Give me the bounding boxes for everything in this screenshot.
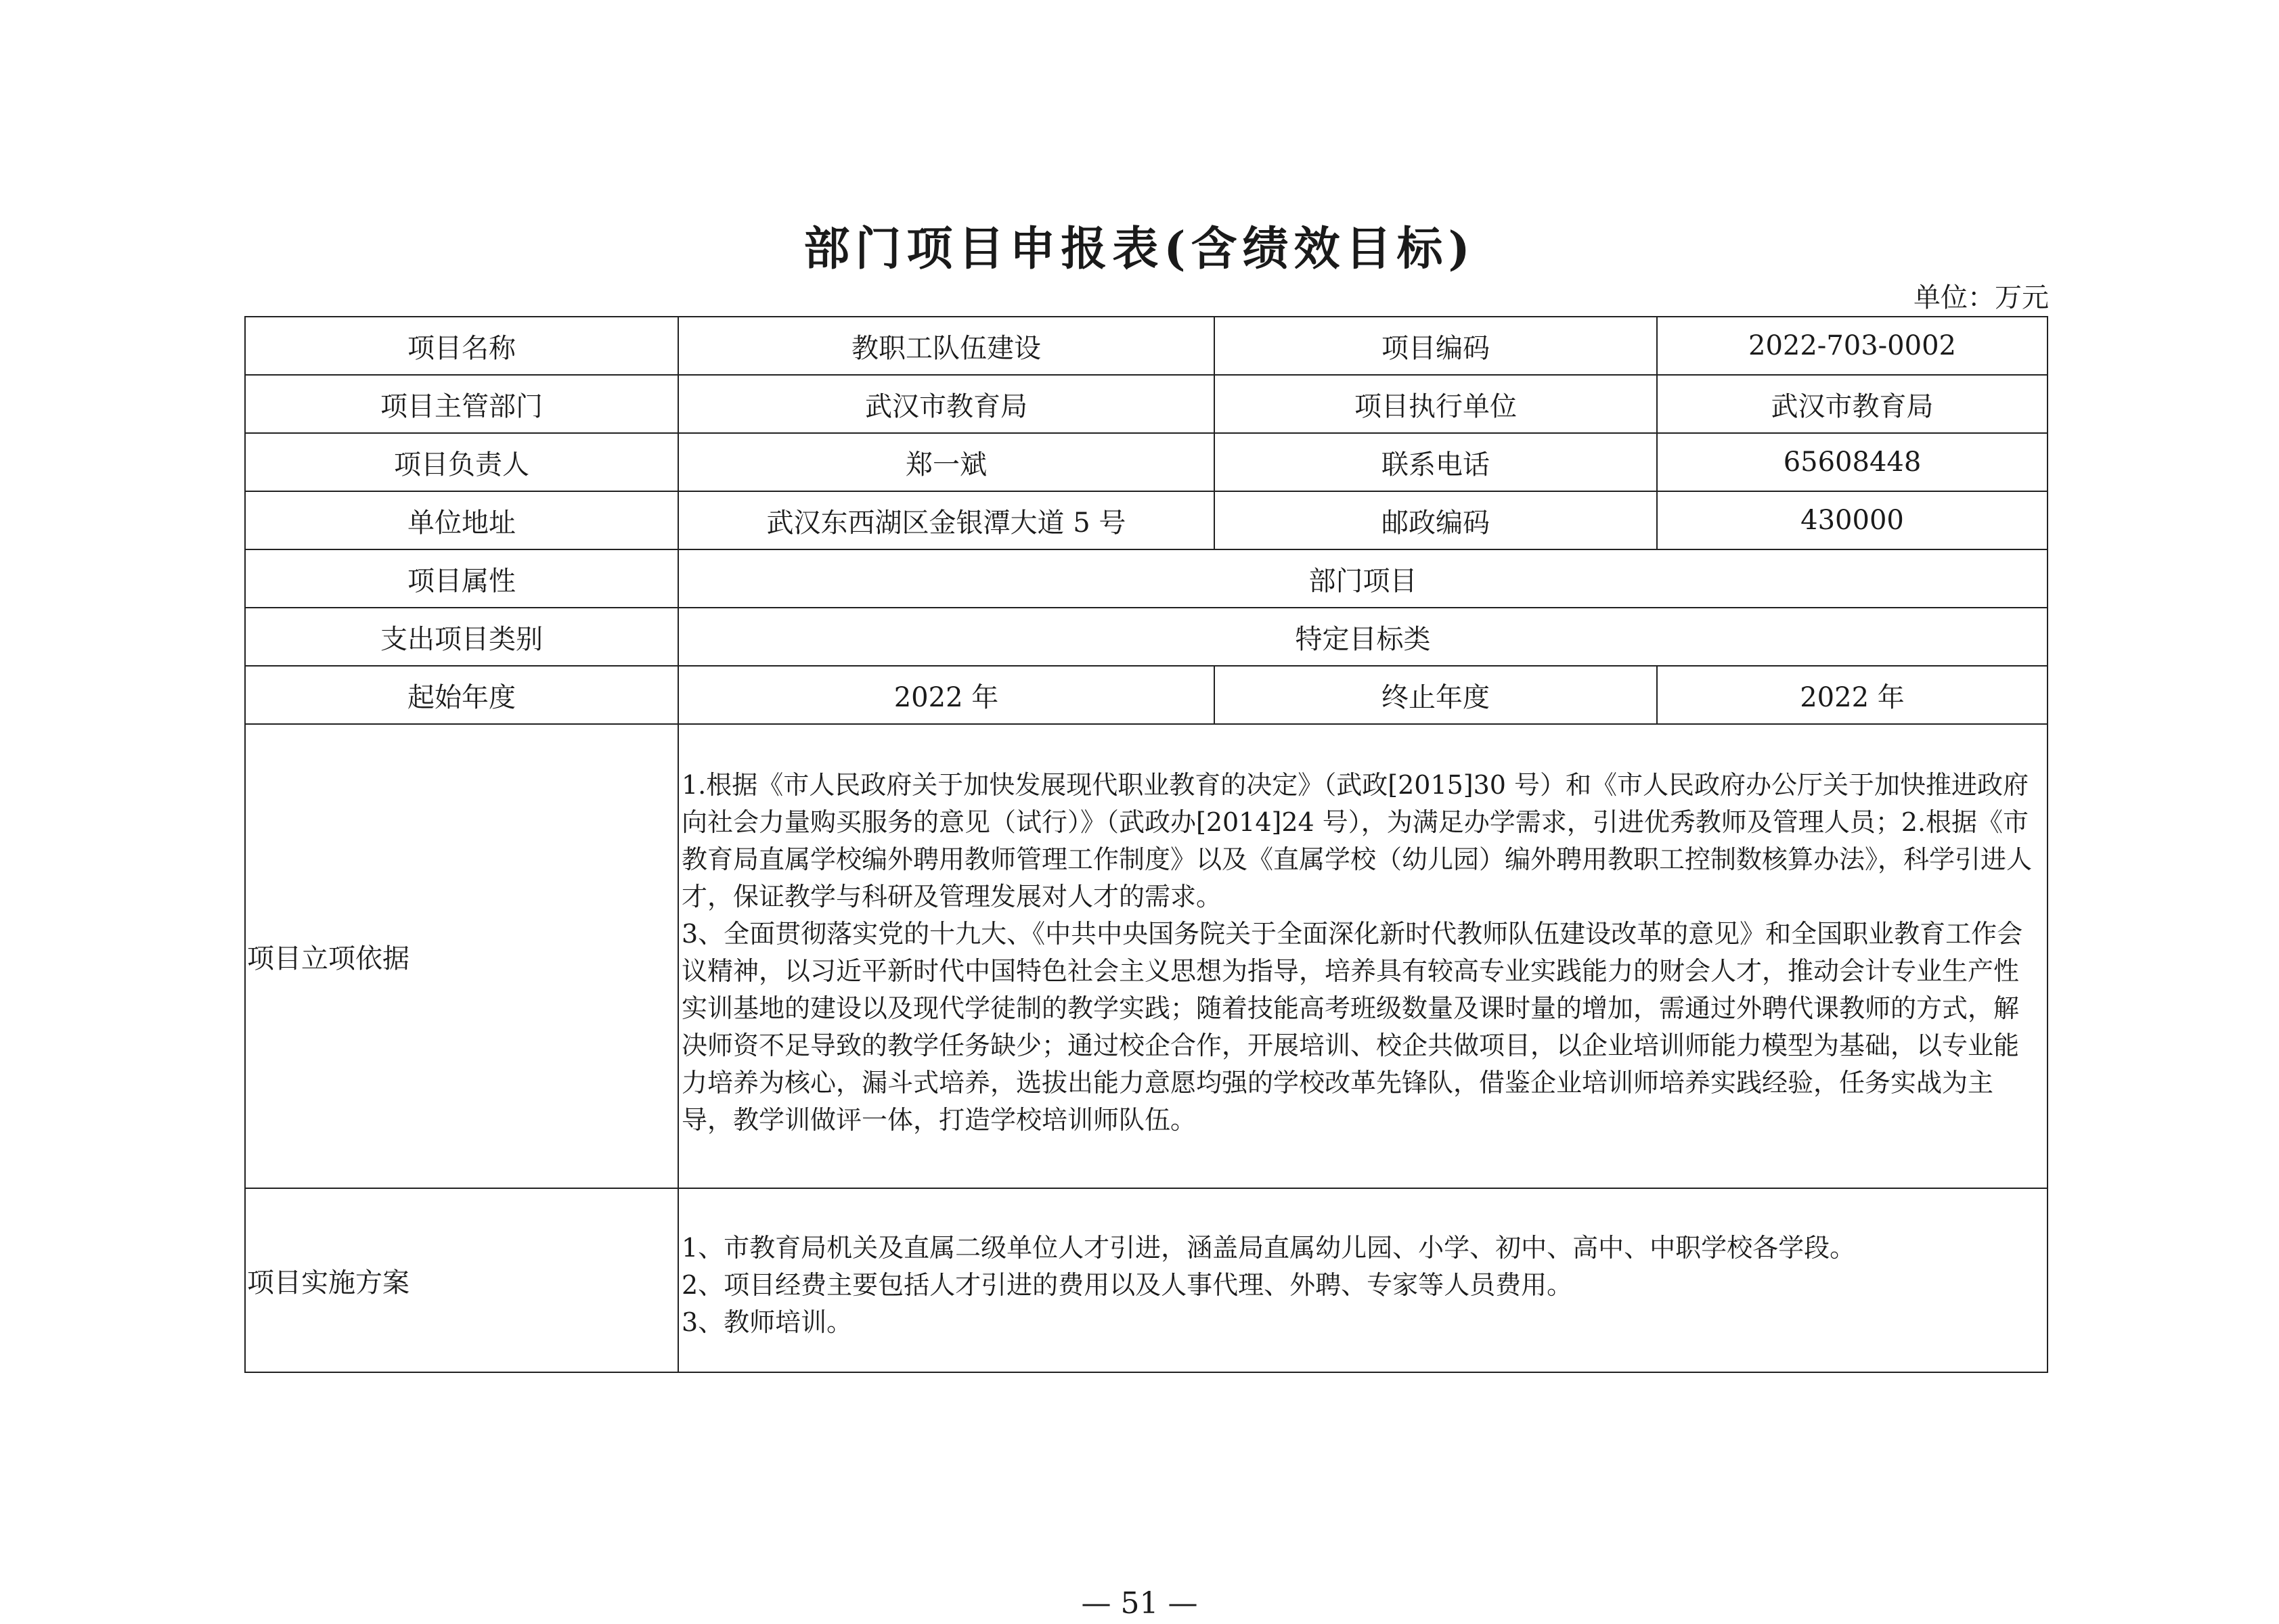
- page-title: 部门项目申报表(含绩效目标): [803, 222, 1476, 276]
- value-address: 武汉东西湖区金银潭大道 5 号: [678, 491, 1214, 549]
- label-postal-code: 邮政编码: [1214, 491, 1657, 549]
- basis-paragraph-2: 3、全面贯彻落实党的十九大、《中共中央国务院关于全面深化新时代教师队伍建设改革的意见》和全国职业教育工作会议精神，以习近平新时代中国特色社会主义思想为指导，培养具有较高专业实践能力的财会人才，推动会计专业生产性实训基地的建设以及现代学徒制的教学实践；随着技能高考班级数量及课时量的增加，需通过外聘代课教师的方式，解决师资不足导致的教学任务缺少；通过校企合作，开展培训、校企共做项目，以企业培训师能力模型为基础，以专业能力培养为核心，漏斗式培养，选拔出能力意愿均强的学校改革先锋队，借鉴企业培训师培养实践经验，任务实战为主导，教学训做评一体，打造学校培训师队伍。: [682, 919, 2023, 1135]
- value-project-basis: [678, 724, 2048, 1188]
- label-project-name: 项目名称: [245, 317, 678, 375]
- value-project-leader: 郑一斌: [678, 433, 1214, 491]
- unit-note: 单位：万元: [1913, 282, 2049, 313]
- label-project-attribute: 项目属性: [245, 549, 678, 608]
- value-postal-code: 430000: [1657, 491, 2048, 549]
- value-start-year: 2022 年: [678, 666, 1214, 724]
- label-phone: 联系电话: [1214, 433, 1657, 491]
- row-category: [245, 608, 2048, 666]
- label-project-basis: 项目立项依据: [245, 724, 678, 1188]
- row-years: [245, 666, 2048, 724]
- row-department: [245, 375, 2048, 433]
- value-project-attribute: 部门项目: [678, 549, 2048, 608]
- label-supervising-dept: 项目主管部门: [245, 375, 678, 433]
- basis-paragraph-1: 1.根据《市人民政府关于加快发展现代职业教育的决定》（武政[2015]30 号）和《市人民政府办公厅关于加快推进政府向社会力量购买服务的意见（试行）》（武政办[2014]24 号），为满足办学需求，引进优秀教师及管理人员；2.根据《市教育局直属学校编外聘用教师管理工作制度》以及《直属学校（幼儿园）编外聘用教职工控制数核算办法》，科学引进人才，保证教学与科研及管理发展对人才的需求。: [682, 770, 2033, 911]
- label-end-year: 终止年度: [1214, 666, 1657, 724]
- value-expense-category: 特定目标类: [678, 608, 2048, 666]
- page-number: — 51 —: [1081, 1586, 1198, 1621]
- value-supervising-dept: 武汉市教育局: [678, 375, 1214, 433]
- label-project-code: 项目编码: [1214, 317, 1657, 375]
- label-project-leader: 项目负责人: [245, 433, 678, 491]
- row-project-basis: [245, 724, 2048, 1188]
- label-start-year: 起始年度: [245, 666, 678, 724]
- value-project-code: 2022-703-0002: [1657, 317, 2048, 375]
- value-executing-unit: 武汉市教育局: [1657, 375, 2048, 433]
- label-expense-category: 支出项目类别: [245, 608, 678, 666]
- row-implementation-plan: [245, 1188, 2048, 1372]
- row-project-name: [245, 317, 2048, 375]
- value-end-year: 2022 年: [1657, 666, 2048, 724]
- row-leader: [245, 433, 2048, 491]
- value-project-name: 教职工队伍建设: [678, 317, 1214, 375]
- plan-item-2: 2、项目经费主要包括人才引进的费用以及人事代理、外聘、专家等人员费用。: [682, 1270, 1573, 1300]
- plan-item-3: 3、教师培训。: [682, 1307, 853, 1337]
- project-form-table: [244, 316, 2048, 1373]
- row-attribute: [245, 549, 2048, 608]
- value-implementation-plan: [678, 1188, 2048, 1372]
- label-executing-unit: 项目执行单位: [1214, 375, 1657, 433]
- label-address: 单位地址: [245, 491, 678, 549]
- value-phone: 65608448: [1657, 433, 2048, 491]
- row-address: [245, 491, 2048, 549]
- label-implementation-plan: 项目实施方案: [245, 1188, 678, 1372]
- plan-item-1: 1、市教育局机关及直属二级单位人才引进，涵盖局直属幼儿园、小学、初中、高中、中职学校各学段。: [682, 1233, 1856, 1263]
